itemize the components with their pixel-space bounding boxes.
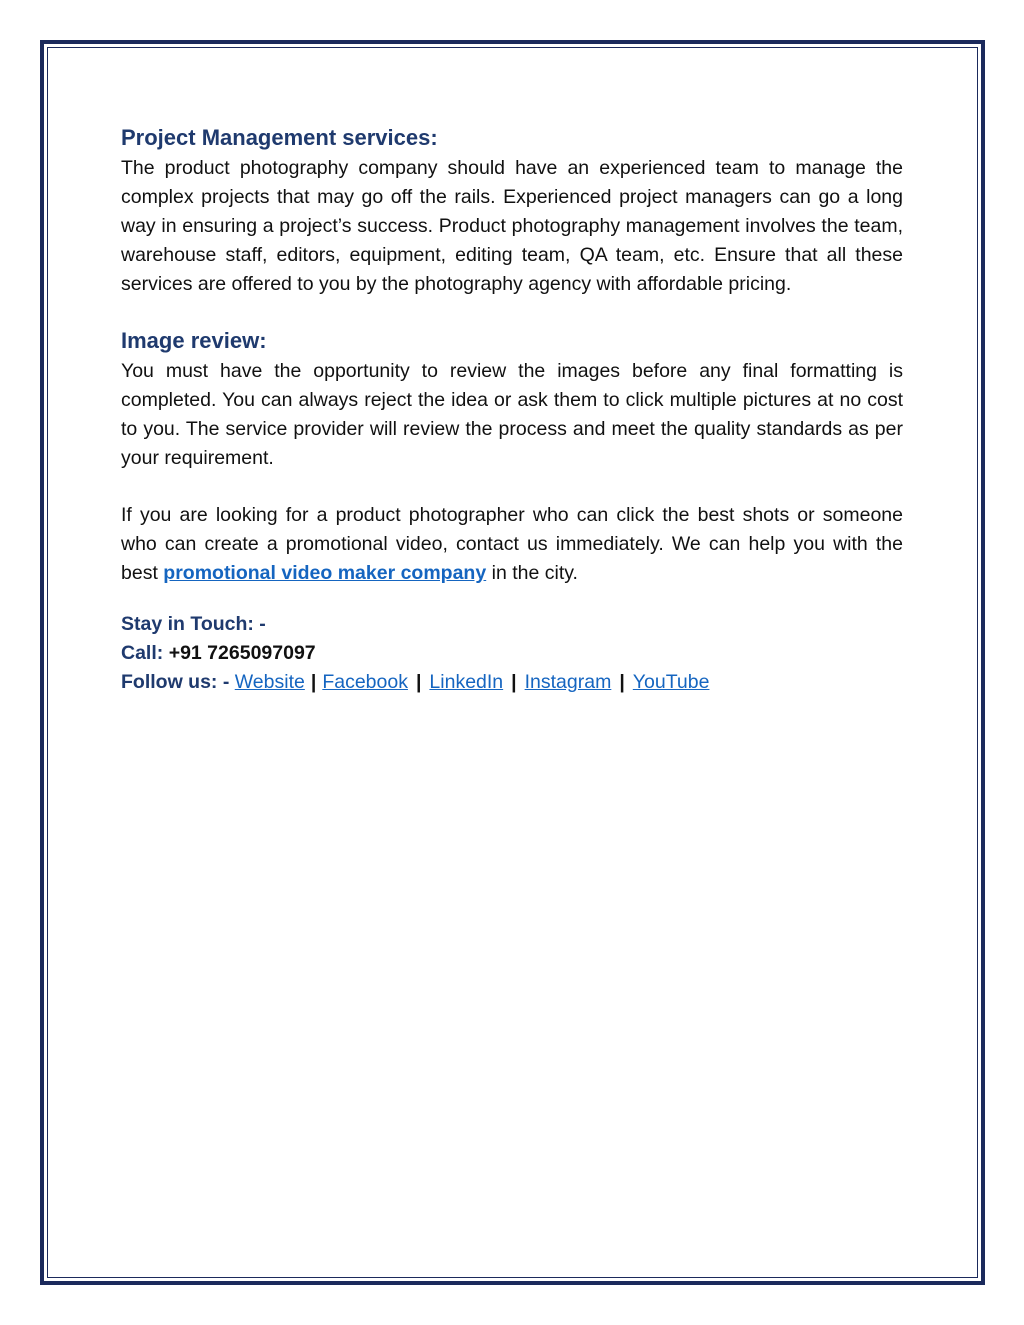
promotional-video-link[interactable]: promotional video maker company [163,562,487,584]
linkedin-link[interactable]: LinkedIn [429,671,504,693]
follow-us-label: Follow us: - [121,671,230,693]
link-separator: | [619,671,625,693]
closing-paragraph [121,501,903,588]
phone-number: +91 7265097097 [168,642,316,664]
section-heading-project-management: Project Management services: [121,125,438,150]
contact-block [121,610,903,697]
call-label: Call: [121,642,164,664]
facebook-link[interactable]: Facebook [322,671,408,693]
call-row [121,639,903,668]
website-link[interactable]: Website [234,671,305,693]
section-body-project-management: The product photography company should have an experienced team to manage the complex projects that may go off the rails. Experienced project managers can go a long way in ensuring a project’s success. Product photography management involves the team, warehouse staff, editors, equipment, editing team, QA team, etc. Ensure that all these services are offered to you by the photography agency with affordable pricing. [121,157,903,295]
closing-text-after: in the city. [486,562,578,584]
closing-text-before: If you are looking for a product photographer who can click the best shots or someone who can create a promotional video, contact us immediately. We can help you with the best [121,504,903,584]
link-separator: | [310,671,317,693]
stay-in-touch-row [121,610,903,639]
instagram-link[interactable]: Instagram [524,671,612,693]
section-body-image-review: You must have the opportunity to review the images before any final formatting is completed. You can always reject the idea or ask them to click multiple pictures at no cost to you. The service provider will review the process and meet the quality standards as per your requirement. [121,360,903,469]
follow-us-row [121,668,903,697]
document-content [121,124,903,697]
youtube-link[interactable]: YouTube [632,671,710,693]
section-heading-image-review: Image review: [121,328,267,353]
stay-in-touch-label: Stay in Touch: - [121,613,266,635]
link-separator: | [511,671,517,693]
link-separator: | [415,671,422,693]
